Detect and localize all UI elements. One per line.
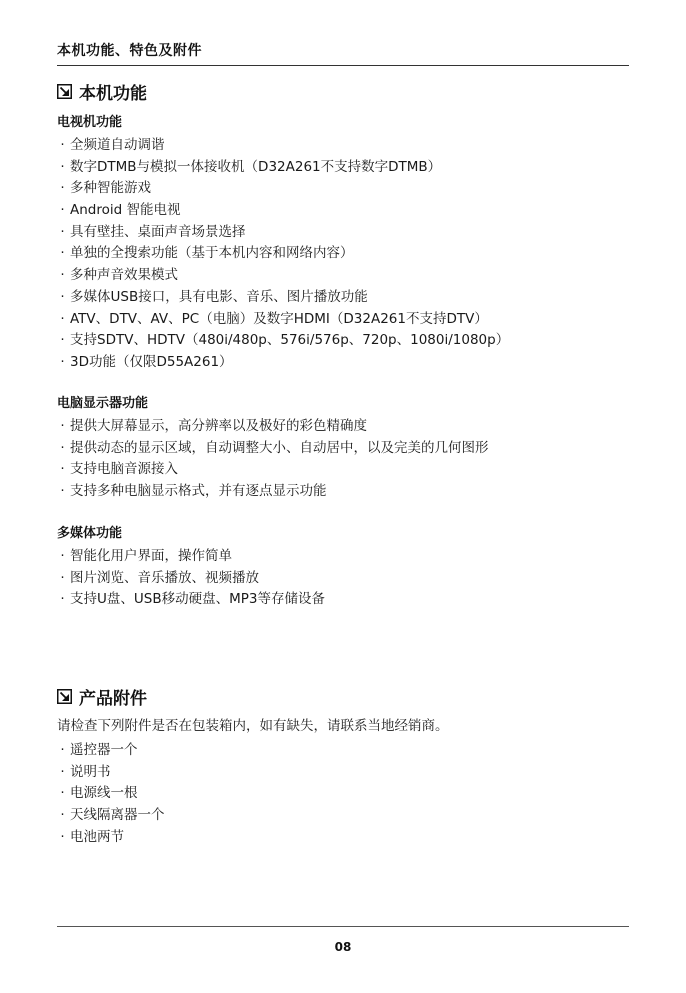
list-item: [57, 178, 509, 200]
list-item: [57, 135, 509, 157]
list-item: [57, 589, 325, 611]
square-corner-arrow-icon: [57, 689, 72, 704]
list-item: [57, 568, 325, 590]
list-item-text: 数字DTMB与模拟一体接收机（D32A261不支持数字DTMB）: [70, 158, 442, 175]
pc-feature-list: [57, 416, 489, 503]
section-heading-features-label: 本机功能: [79, 84, 147, 104]
bullet-dot: ·: [60, 202, 65, 219]
list-item: [57, 546, 325, 568]
square-corner-arrow-icon: [57, 84, 72, 99]
list-item-text: 多媒体USB接口，具有电影、音乐、图片播放功能: [70, 288, 368, 305]
accessories-intro: 请检查下列附件是否在包装箱内，如有缺失，请联系当地经销商。: [57, 718, 449, 734]
subsection-multimedia-functions: [57, 525, 325, 611]
list-item-text: 3D功能（仅限D55A261）: [70, 353, 233, 370]
media-feature-list: [57, 546, 325, 611]
bullet-dot: ·: [60, 418, 65, 434]
list-item-text: 支持电脑音源接入: [70, 461, 178, 478]
list-item-text: 单独的全搜索功能（基于本机内容和网络内容）: [70, 245, 354, 262]
list-item: [57, 438, 489, 460]
subsection-title-pc: 电脑显示器功能: [57, 396, 149, 411]
subsection-title-media: 多媒体功能: [57, 526, 123, 541]
list-item-text: Android 智能电视: [70, 202, 181, 219]
bullet-dot: ·: [60, 353, 65, 370]
list-item-text: 支持多种电脑显示格式，并有逐点显示功能: [70, 483, 327, 500]
page-number: 08: [334, 940, 352, 954]
bullet-dot: ·: [60, 785, 65, 802]
list-item-text: 电源线一根: [70, 785, 138, 802]
page-header-title: 本机功能、特色及附件: [57, 43, 202, 59]
accessories-list-block: [57, 740, 165, 848]
bullet-dot: ·: [60, 223, 65, 240]
tv-feature-list: [57, 135, 509, 374]
list-item: [57, 287, 509, 309]
bullet-dot: ·: [60, 245, 65, 262]
subsection-pc-functions: [57, 395, 489, 503]
list-item: [57, 222, 509, 244]
list-item-text: 提供大屏幕显示，高分辨率以及极好的彩色精确度: [70, 418, 367, 434]
list-item-text: 提供动态的显示区域，自动调整大小、自动居中，以及完美的几何图形: [70, 439, 489, 456]
list-item-text: 天线隔离器一个: [70, 807, 165, 824]
list-item: [57, 481, 489, 503]
section-heading-accessories-label: 产品附件: [79, 689, 147, 709]
bullet-dot: ·: [60, 591, 65, 608]
list-item: [57, 762, 165, 784]
list-item: [57, 740, 165, 762]
list-item-text: 支持U盘、USB移动硬盘、MP3等存储设备: [70, 591, 325, 608]
list-item-text: 说明书: [70, 763, 111, 780]
list-item-text: ATV、DTV、AV、PC（电脑）及数字HDMI（D32A261不支持DTV）: [70, 310, 488, 327]
bullet-dot: ·: [60, 569, 65, 586]
bullet-dot: ·: [60, 180, 65, 197]
list-item: [57, 805, 165, 827]
bullet-dot: ·: [60, 158, 65, 175]
subsection-tv-functions: [57, 114, 509, 374]
subsection-title-tv: 电视机功能: [57, 115, 123, 130]
section-heading-features: [57, 79, 147, 104]
bullet-dot: ·: [60, 310, 65, 327]
list-item-text: 电池两节: [70, 828, 124, 845]
list-item: [57, 157, 509, 179]
list-item-text: 智能化用户界面，操作简单: [70, 548, 232, 564]
list-item: [57, 459, 489, 481]
list-item: [57, 783, 165, 805]
bullet-dot: ·: [60, 548, 65, 564]
list-item-text: 具有壁挂、桌面声音场景选择: [70, 223, 246, 240]
list-item-text: 支持SDTV、HDTV（480i/480p、576i/576p、720p、1080i/1080p）: [70, 332, 510, 349]
list-item: [57, 330, 509, 352]
list-item-text: 图片浏览、音乐播放、视频播放: [70, 569, 259, 586]
list-item: [57, 309, 509, 331]
bullet-dot: ·: [60, 439, 65, 456]
list-item: [57, 200, 509, 222]
bullet-dot: ·: [60, 763, 65, 780]
bullet-dot: ·: [60, 137, 65, 153]
list-item-text: 多种智能游戏: [70, 180, 151, 197]
bullet-dot: ·: [60, 332, 65, 349]
list-item: [57, 265, 509, 287]
list-item: [57, 416, 489, 438]
bullet-dot: ·: [60, 828, 65, 845]
list-item: [57, 352, 509, 374]
list-item-text: 遥控器一个: [70, 742, 138, 758]
list-item: [57, 243, 509, 265]
footer-divider: [57, 926, 629, 927]
list-item-text: 全频道自动调谐: [70, 137, 165, 153]
bullet-dot: ·: [60, 807, 65, 824]
header-divider: [57, 65, 629, 66]
bullet-dot: ·: [60, 483, 65, 500]
list-item: [57, 827, 165, 849]
bullet-dot: ·: [60, 267, 65, 284]
list-item-text: 多种声音效果模式: [70, 267, 178, 284]
bullet-dot: ·: [60, 288, 65, 305]
section-heading-accessories: [57, 684, 147, 709]
accessories-list: [57, 740, 165, 848]
manual-page: [57, 0, 629, 993]
bullet-dot: ·: [60, 461, 65, 478]
bullet-dot: ·: [60, 742, 65, 758]
